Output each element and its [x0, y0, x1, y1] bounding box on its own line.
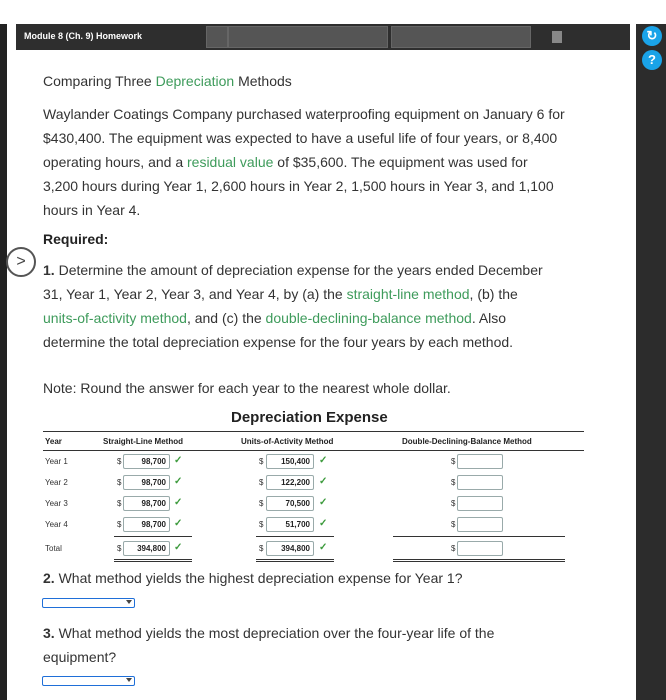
- ua-year4-input[interactable]: 51,700: [266, 517, 314, 532]
- module-title: Module 8 (Ch. 9) Homework: [24, 31, 143, 41]
- total-double-rule: [393, 559, 565, 560]
- glossary-link[interactable]: double-declining-balance method: [265, 310, 472, 326]
- total-double-rule: [114, 559, 192, 560]
- currency-symbol: $: [259, 478, 264, 487]
- check-icon: ✓: [174, 497, 183, 508]
- total-label: Total: [45, 544, 62, 553]
- sl-year3-input[interactable]: 98,700: [123, 496, 170, 511]
- year-label: Year 1: [45, 457, 68, 466]
- sl-total-input[interactable]: 394,800: [123, 541, 170, 556]
- section-heading: Comparing Three Depreciation Methods: [43, 73, 292, 89]
- ua-year1-input[interactable]: 150,400: [266, 454, 314, 469]
- top-margin: [0, 0, 666, 24]
- currency-symbol: $: [259, 499, 264, 508]
- q2-method-select[interactable]: [42, 598, 135, 608]
- q3-method-select[interactable]: [42, 676, 135, 686]
- required-label: Required:: [43, 231, 109, 247]
- check-icon: ✓: [174, 476, 183, 487]
- sl-year1-input[interactable]: 98,700: [123, 454, 170, 469]
- currency-symbol: $: [117, 499, 122, 508]
- table-rule: [43, 450, 584, 451]
- refresh-icon[interactable]: ↻: [642, 26, 662, 46]
- glossary-link[interactable]: straight-line method: [346, 286, 470, 302]
- chevron-down-icon: [126, 678, 132, 682]
- currency-symbol: $: [259, 520, 264, 529]
- ua-total-input[interactable]: 394,800: [266, 541, 314, 556]
- question-1: 1. Determine the amount of depreciation expense for the years ended December 31, Year 1, Year 2, Year 3, and Year 4, by (a) the straight-line method, (b) the units-of-activity method, and (c) the double-declining-balance method. Also determine the total depreciation expense for the four years by each method.: [43, 262, 543, 350]
- chevron-down-icon: [126, 600, 132, 604]
- col-header-units-of-activity: Units-of-Activity Method: [241, 437, 334, 446]
- total-rule: [114, 536, 192, 537]
- sl-year2-input[interactable]: 98,700: [123, 475, 170, 490]
- header-progress-bar[interactable]: [391, 26, 531, 48]
- left-border: [0, 24, 7, 700]
- year-label: Year 2: [45, 478, 68, 487]
- col-header-ddb: Double-Declining-Balance Method: [402, 437, 532, 446]
- currency-symbol: $: [451, 478, 456, 487]
- currency-symbol: $: [117, 520, 122, 529]
- check-icon: ✓: [319, 542, 328, 553]
- total-double-rule: [393, 561, 565, 562]
- currency-symbol: $: [259, 457, 264, 466]
- ua-year3-input[interactable]: 70,500: [266, 496, 314, 511]
- currency-symbol: $: [259, 544, 264, 553]
- rounding-note: Note: Round the answer for each year to the nearest whole dollar.: [43, 380, 451, 396]
- question-2: 2. What method yields the highest depreciation expense for Year 1?: [43, 570, 463, 586]
- currency-symbol: $: [451, 499, 456, 508]
- year-label: Year 4: [45, 520, 68, 529]
- glossary-link[interactable]: units-of-activity method: [43, 310, 187, 326]
- currency-symbol: $: [117, 478, 122, 487]
- total-double-rule: [256, 559, 334, 560]
- right-toolbar: [636, 24, 666, 700]
- check-icon: ✓: [319, 518, 328, 529]
- ua-year2-input[interactable]: 122,200: [266, 475, 314, 490]
- problem-text: Waylander Coatings Company purchased waterproofing equipment on January 6 for $430,400. The equipment was expected to have a useful life of four years, or 8,400 operating hours, and a residual value of $35,600. The equipment was used for 3,200 hours during Year 1, 2,600 hours in Year 2, 1,500 hours in Year 3, and 1,100 hours in Year 4.: [43, 106, 565, 218]
- check-icon: ✓: [319, 455, 328, 466]
- glossary-link[interactable]: Depreciation: [155, 73, 235, 89]
- ddb-year4-input[interactable]: [457, 517, 503, 532]
- check-icon: ✓: [174, 518, 183, 529]
- glossary-link[interactable]: residual value: [187, 154, 274, 170]
- question-3: 3. What method yields the most depreciation over the four-year life of the equipment?: [43, 625, 495, 665]
- total-double-rule: [114, 561, 192, 562]
- ddb-total-input[interactable]: [457, 541, 503, 556]
- currency-symbol: $: [451, 544, 456, 553]
- header-segment[interactable]: [206, 26, 228, 48]
- total-double-rule: [256, 561, 334, 562]
- currency-symbol: $: [451, 520, 456, 529]
- ddb-year1-input[interactable]: [457, 454, 503, 469]
- year-label: Year 3: [45, 499, 68, 508]
- total-rule: [256, 536, 334, 537]
- help-icon[interactable]: ?: [642, 50, 662, 70]
- table-rule: [43, 431, 584, 432]
- col-header-straight-line: Straight-Line Method: [103, 437, 183, 446]
- currency-symbol: $: [451, 457, 456, 466]
- module-header: [16, 24, 630, 50]
- currency-symbol: $: [117, 457, 122, 466]
- expand-arrow-icon[interactable]: >: [6, 247, 36, 277]
- check-icon: ✓: [319, 476, 328, 487]
- header-progress-bar[interactable]: [228, 26, 388, 48]
- table-title: Depreciation Expense: [231, 409, 388, 426]
- ddb-year2-input[interactable]: [457, 475, 503, 490]
- check-icon: ✓: [174, 542, 183, 553]
- total-rule: [393, 536, 565, 537]
- col-header-year: Year: [45, 437, 62, 446]
- check-icon: ✓: [174, 455, 183, 466]
- sl-year4-input[interactable]: 98,700: [123, 517, 170, 532]
- ddb-year3-input[interactable]: [457, 496, 503, 511]
- currency-symbol: $: [117, 544, 122, 553]
- check-icon: ✓: [319, 497, 328, 508]
- book-icon[interactable]: [552, 31, 562, 43]
